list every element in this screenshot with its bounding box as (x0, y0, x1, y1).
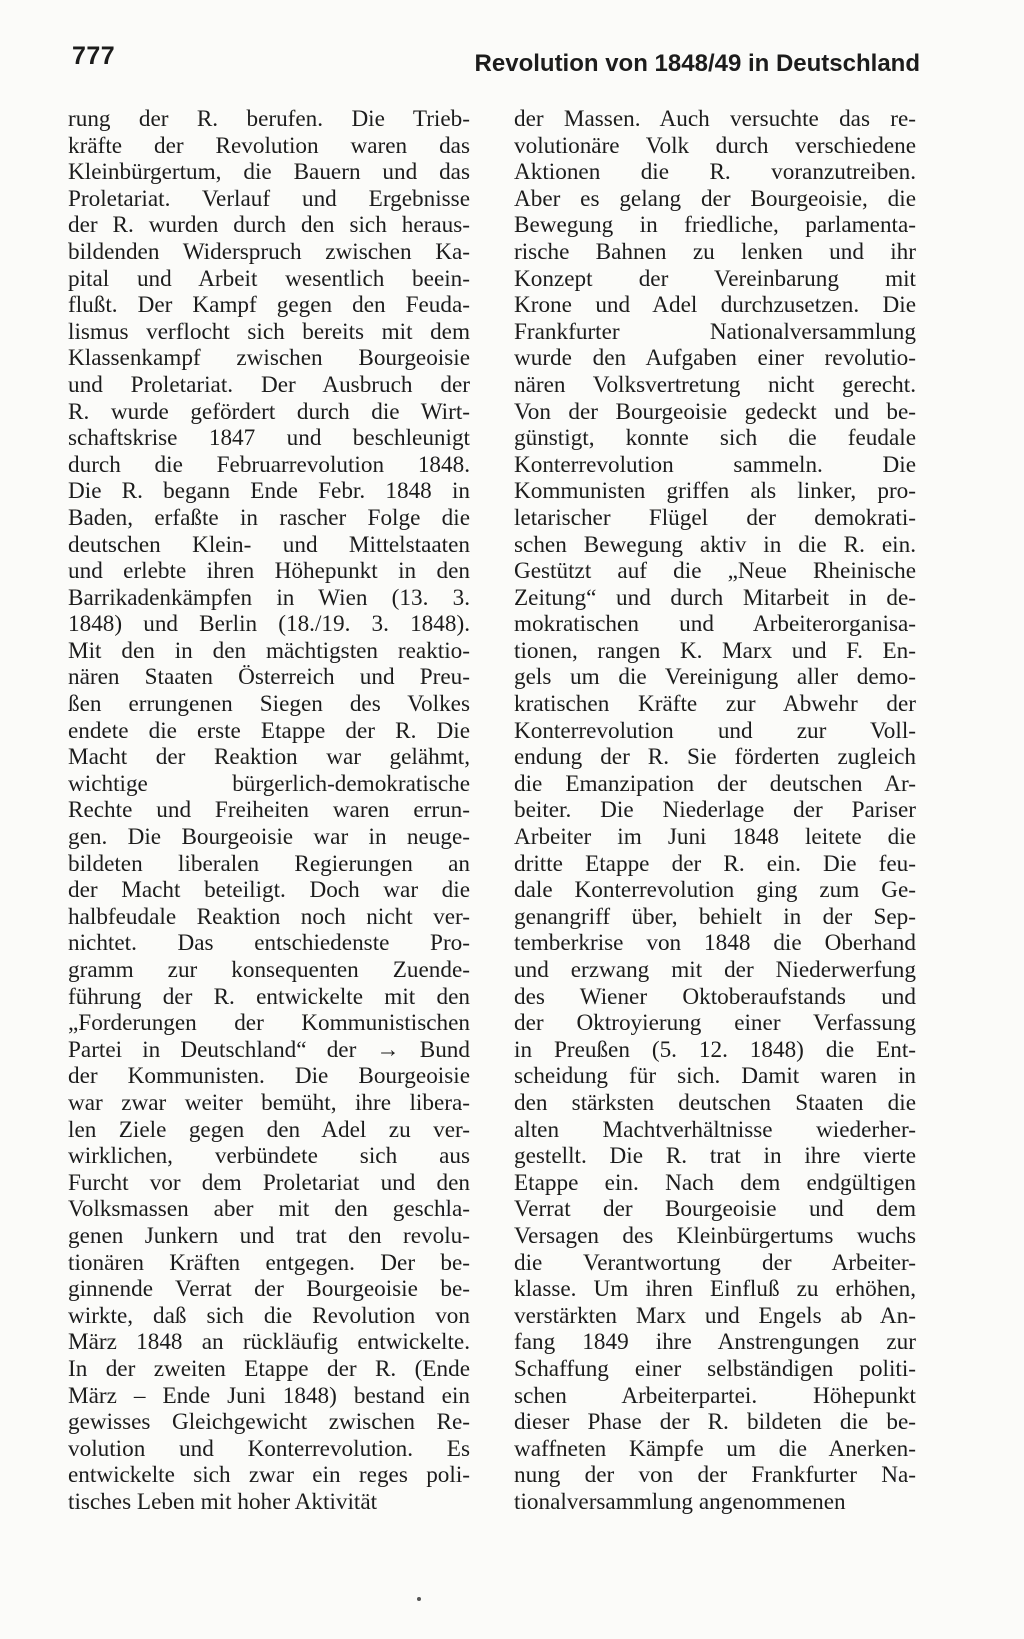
text-line: Konterrevolution und zur Voll- (514, 717, 916, 744)
text-line: fang 1849 ihre Anstrengungen zur (514, 1329, 916, 1356)
text-line: der Massen. Auch versuchte das re- (514, 106, 916, 132)
text-line: nung der von der Frankfurter Na- (514, 1462, 916, 1489)
text-line: Proletariat. Verlauf und Ergebnisse (68, 185, 470, 212)
text-line: endung der R. Sie förderten zugleich (514, 744, 916, 771)
text-line: entwickelte sich zwar ein reges poli- (68, 1462, 470, 1489)
text-line: bildenden Widerspruch zwischen Ka- (68, 238, 470, 265)
text-line: März 1848 an rückläufig entwickelte. (68, 1329, 470, 1356)
text-line: Rechte und Freiheiten waren errun- (68, 797, 470, 824)
text-line: des Wiener Oktoberaufstands und (514, 983, 916, 1010)
text-line: Arbeiter im Juni 1848 leitete die (514, 824, 916, 851)
text-line: scheidung für sich. Damit waren in (514, 1063, 916, 1090)
text-line: gels um die Vereinigung aller demo- (514, 664, 916, 691)
text-line: gewisses Gleichgewicht zwischen Re- (68, 1409, 470, 1436)
text-line: bildeten liberalen Regierungen an (68, 850, 470, 877)
text-line: verstärkten Marx und Engels ab An- (514, 1302, 916, 1329)
text-line: dieser Phase der R. bildeten die be- (514, 1409, 916, 1436)
right-column (514, 106, 916, 1515)
text-line: Furcht vor dem Proletariat und den (68, 1169, 470, 1196)
text-line: Macht der Reaktion war gelähmt, (68, 744, 470, 771)
text-line: wichtige bürgerlich-demokratische (68, 770, 470, 797)
text-line: nichtet. Das entschiedenste Pro- (68, 930, 470, 957)
text-line: Aber es gelang der Bourgeoisie, die (514, 185, 916, 212)
text-line: Zeitung“ und durch Mitarbeit in de- (514, 584, 916, 611)
text-line: tionalversammlung angenommenen (514, 1488, 846, 1515)
text-line: Konterrevolution sammeln. Die (514, 451, 916, 478)
text-line: nären Staaten Österreich und Preu- (68, 664, 470, 691)
text-line: der Macht beteiligt. Doch war die (68, 877, 470, 904)
text-line: tionen, rangen K. Marx und F. En- (514, 637, 916, 664)
text-line: gramm zur konsequenten Zuende- (68, 957, 470, 983)
text-line: waffneten Kämpfe um die Anerken- (514, 1435, 916, 1462)
text-line: Bewegung in friedliche, parlamenta- (514, 212, 916, 239)
text-line: In der zweiten Etappe der R. (Ende (68, 1355, 470, 1382)
text-line: und Proletariat. Der Ausbruch der (68, 371, 470, 398)
text-line: den stärksten deutschen Staaten die (514, 1089, 916, 1116)
text-line: nären Volksvertretung nicht gerecht. (514, 371, 916, 398)
text-line: endete die erste Etappe der R. Die (68, 717, 470, 744)
text-line: klasse. Um ihren Einfluß zu erhöhen, (514, 1276, 916, 1303)
text-line: und erlebte ihren Höhepunkt in den (68, 558, 470, 585)
text-line: Versagen des Kleinbürgertums wuchs (514, 1222, 916, 1249)
text-line: Barrikadenkämpfen in Wien (13. 3. (68, 584, 470, 611)
text-line: Kommunisten griffen als linker, pro- (514, 478, 916, 505)
text-line: die Verantwortung der Arbeiter- (514, 1249, 916, 1276)
text-line: war zwar weiter bemüht, ihre libera- (68, 1089, 470, 1116)
text-line: schen Bewegung aktiv in die R. ein. (514, 531, 916, 558)
text-line: schen Arbeiterpartei. Höhepunkt (514, 1382, 916, 1409)
text-line: Von der Bourgeoisie gedeckt und be- (514, 398, 916, 425)
text-line: wirklichen, verbündete sich aus (68, 1143, 470, 1170)
text-line: volutionäre Volk durch verschiedene (514, 132, 916, 159)
text-line: dale Konterrevolution ging zum Ge- (514, 877, 916, 904)
text-line: und erzwang mit der Niederwerfung (514, 957, 916, 983)
text-line: Verrat der Bourgeoisie und dem (514, 1196, 916, 1223)
text-line: März – Ende Juni 1848) bestand ein (68, 1382, 470, 1409)
text-line: Klassenkampf zwischen Bourgeoisie (68, 345, 470, 372)
text-line: kräfte der Revolution waren das (68, 132, 470, 159)
text-line: schaftskrise 1847 und beschleunigt (68, 425, 470, 452)
text-line: lismus verflocht sich bereits mit dem (68, 318, 470, 345)
text-line: Volksmassen aber mit den geschla- (68, 1196, 470, 1223)
left-column (68, 106, 470, 1515)
text-line: der R. wurden durch den sich heraus- (68, 212, 470, 239)
page-dot-mark (417, 1597, 421, 1601)
text-line: die Emanzipation der deutschen Ar- (514, 770, 916, 797)
text-line: Etappe ein. Nach dem endgültigen (514, 1169, 916, 1196)
text-line: 1848) und Berlin (18./19. 3. 1848). (68, 611, 470, 638)
text-line: Kleinbürgertum, die Bauern und das (68, 159, 470, 186)
text-line: R. wurde gefördert durch die Wirt- (68, 398, 470, 425)
text-line: gestellt. Die R. trat in ihre vierte (514, 1143, 916, 1170)
text-line: len Ziele gegen den Adel zu ver- (68, 1116, 470, 1143)
text-line: flußt. Der Kampf gegen den Feuda- (68, 292, 470, 319)
text-line: Gestützt auf die „Neue Rheinische (514, 558, 916, 585)
text-line: ßen errungenen Siegen des Volkes (68, 691, 470, 718)
text-line: rische Bahnen zu lenken und ihr (514, 238, 916, 265)
text-line: der Kommunisten. Die Bourgeoisie (68, 1063, 470, 1090)
text-line: der Oktroyierung einer Verfassung (514, 1010, 916, 1037)
text-line: Krone und Adel durchzusetzen. Die (514, 292, 916, 319)
text-line: wirkte, daß sich die Revolution von (68, 1302, 470, 1329)
text-line: „Forderungen der Kommunistischen (68, 1010, 470, 1037)
text-line: rung der R. berufen. Die Trieb- (68, 106, 470, 132)
text-line: Die R. begann Ende Febr. 1848 in (68, 478, 470, 505)
text-line: Partei in Deutschland“ der → Bund (68, 1036, 470, 1063)
text-line: Baden, erfaßte in rascher Folge die (68, 504, 470, 531)
text-line: kratischen Kräfte zur Abwehr der (514, 691, 916, 718)
text-line: beiter. Die Niederlage der Pariser (514, 797, 916, 824)
text-line: Schaffung einer selbständigen politi- (514, 1355, 916, 1382)
running-head: Revolution von 1848/49 in Deutschland (474, 50, 920, 77)
text-line: volution und Konterrevolution. Es (68, 1435, 470, 1462)
text-line: Aktionen die R. voranzutreiben. (514, 159, 916, 186)
text-line: tionären Kräften entgegen. Der be- (68, 1249, 470, 1276)
text-line: halbfeudale Reaktion noch nicht ver- (68, 903, 470, 930)
text-line: alten Machtverhältnisse wiederher- (514, 1116, 916, 1143)
text-line: letarischer Flügel der demokrati- (514, 504, 916, 531)
text-line: günstigt, konnte sich die feudale (514, 425, 916, 452)
text-line: durch die Februarrevolution 1848. (68, 451, 470, 478)
text-line: tisches Leben mit hoher Aktivität (68, 1488, 378, 1515)
text-line: Frankfurter Nationalversammlung (514, 318, 916, 345)
text-line: deutschen Klein- und Mittelstaaten (68, 531, 470, 558)
page-number: 777 (72, 42, 116, 70)
text-line: gen. Die Bourgeoisie war in neuge- (68, 824, 470, 851)
text-line: genangriff über, behielt in der Sep- (514, 903, 916, 930)
text-line: Konzept der Vereinbarung mit (514, 265, 916, 292)
text-line: ginnende Verrat der Bourgeoisie be- (68, 1276, 470, 1303)
text-line: mokratischen und Arbeiterorganisa- (514, 611, 916, 638)
text-line: pital und Arbeit wesentlich beein- (68, 265, 470, 292)
text-line: in Preußen (5. 12. 1848) die Ent- (514, 1036, 916, 1063)
text-line: genen Junkern und trat den revolu- (68, 1222, 470, 1249)
text-line: führung der R. entwickelte mit den (68, 983, 470, 1010)
text-line: temberkrise von 1848 die Oberhand (514, 930, 916, 957)
text-line: wurde den Aufgaben einer revolutio- (514, 345, 916, 372)
text-line: dritte Etappe der R. ein. Die feu- (514, 850, 916, 877)
text-line: Mit den in den mächtigsten reaktio- (68, 637, 470, 664)
